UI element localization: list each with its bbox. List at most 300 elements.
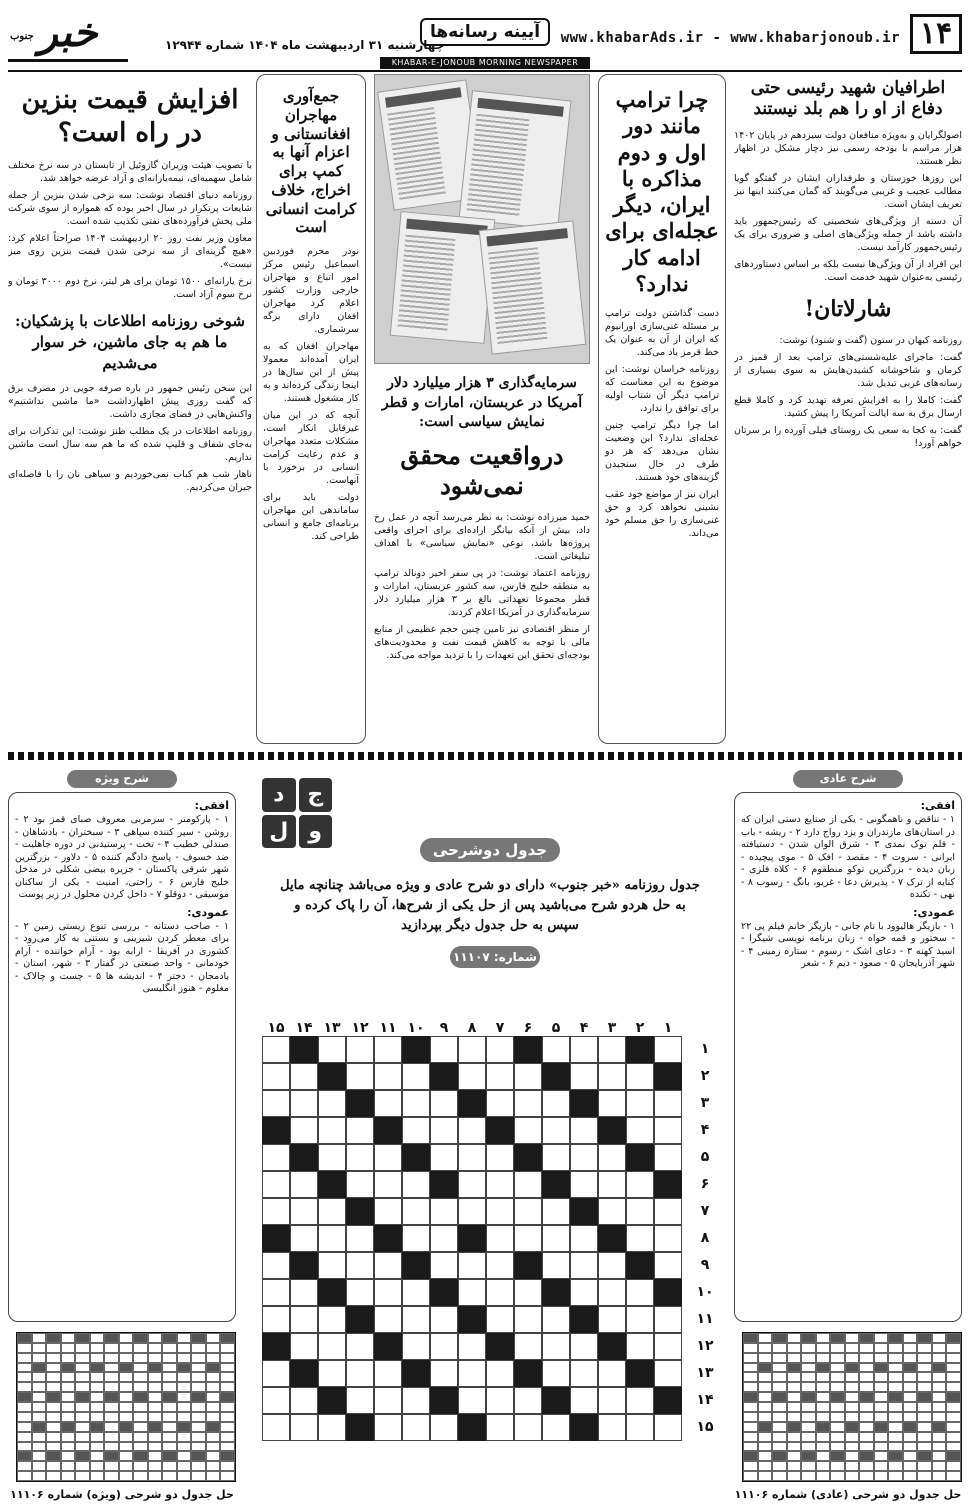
solution-cell — [162, 1363, 177, 1373]
solution-cell — [801, 1432, 816, 1442]
grid-cell[interactable] — [626, 1090, 654, 1117]
grid-cell[interactable] — [542, 1360, 570, 1387]
solution-cell — [119, 1392, 134, 1402]
grid-cell[interactable] — [430, 1144, 458, 1171]
solution-cell — [874, 1442, 889, 1452]
logo-letter: ج — [299, 778, 333, 812]
grid-cell[interactable] — [626, 1171, 654, 1198]
grid-cell[interactable] — [290, 1279, 318, 1306]
grid-cell[interactable] — [458, 1144, 486, 1171]
grid-cell[interactable] — [654, 1225, 682, 1252]
grid-cell[interactable] — [262, 1090, 290, 1117]
paragraph: نرخ یارانه‌ای ۱۵۰۰ تومان برای هر لیتر، نرخ دوم ۳۰۰۰ تومان و نرخ سوم آزاد است. — [8, 276, 252, 300]
grid-cell[interactable] — [374, 1063, 402, 1090]
grid-cell[interactable] — [598, 1387, 626, 1414]
grid-cell[interactable] — [486, 1387, 514, 1414]
grid-cell[interactable] — [458, 1198, 486, 1225]
solution-cell — [104, 1402, 119, 1412]
grid-cell[interactable] — [402, 1333, 430, 1360]
grid-cell[interactable] — [290, 1171, 318, 1198]
grid-cell-black — [402, 1360, 430, 1387]
solution-cell — [903, 1402, 918, 1412]
solution-cell — [177, 1363, 192, 1373]
grid-cell[interactable] — [570, 1063, 598, 1090]
column-number: ۶ — [523, 1020, 533, 1036]
solution-cell — [932, 1333, 947, 1343]
solution-cell — [177, 1442, 192, 1452]
grid-cell[interactable] — [346, 1171, 374, 1198]
solution-cell — [17, 1372, 32, 1382]
solution-cell — [932, 1392, 947, 1402]
grid-cell-black — [402, 1036, 430, 1063]
grid-cell[interactable] — [318, 1117, 346, 1144]
solution-cell — [845, 1412, 860, 1422]
solution-cell — [17, 1451, 32, 1461]
grid-cell[interactable] — [318, 1414, 346, 1441]
grid-cell[interactable] — [514, 1387, 542, 1414]
grid-cell[interactable] — [346, 1279, 374, 1306]
grid-cell[interactable] — [598, 1171, 626, 1198]
grid-cell[interactable] — [346, 1225, 374, 1252]
solution-cell — [177, 1392, 192, 1402]
grid-cell[interactable] — [346, 1333, 374, 1360]
grid-cell[interactable] — [598, 1306, 626, 1333]
grid-cell[interactable] — [570, 1360, 598, 1387]
grid-cell[interactable] — [318, 1360, 346, 1387]
solution-cell — [220, 1471, 235, 1481]
solution-cell — [61, 1353, 76, 1363]
grid-cell[interactable] — [374, 1198, 402, 1225]
solution-cell — [75, 1363, 90, 1373]
grid-cell[interactable] — [626, 1198, 654, 1225]
solution-cell — [772, 1422, 787, 1432]
solution-cell — [801, 1412, 816, 1422]
grid-cell[interactable] — [430, 1036, 458, 1063]
grid-cell[interactable] — [626, 1225, 654, 1252]
grid-cell[interactable] — [318, 1252, 346, 1279]
grid-cell[interactable] — [598, 1198, 626, 1225]
grid-cell[interactable] — [374, 1387, 402, 1414]
paragraph: گفت: کاملا را به افزایش تعرفه تهدید کرد و کاملا قطع ارسال برق به سه ایالت آمریکا را پیش کشید. — [734, 394, 962, 419]
grid-cell[interactable] — [402, 1198, 430, 1225]
grid-cell[interactable] — [430, 1225, 458, 1252]
grid-cell[interactable] — [626, 1387, 654, 1414]
grid-cell[interactable] — [346, 1063, 374, 1090]
solution-cell — [787, 1471, 802, 1481]
grid-cell[interactable] — [542, 1225, 570, 1252]
grid-cell[interactable] — [514, 1279, 542, 1306]
grid-cell[interactable] — [402, 1279, 430, 1306]
grid-cell[interactable] — [290, 1090, 318, 1117]
grid-cell[interactable] — [262, 1198, 290, 1225]
grid-cell[interactable] — [318, 1333, 346, 1360]
grid-cell[interactable] — [570, 1279, 598, 1306]
crossword-grid[interactable] — [262, 1036, 682, 1441]
grid-cell[interactable] — [514, 1117, 542, 1144]
solution-cell — [191, 1402, 206, 1412]
grid-cell[interactable] — [402, 1387, 430, 1414]
grid-cell[interactable] — [458, 1333, 486, 1360]
solution-cell — [816, 1372, 831, 1382]
grid-cell[interactable] — [514, 1171, 542, 1198]
solution-cell — [772, 1471, 787, 1481]
grid-cell[interactable] — [486, 1090, 514, 1117]
grid-cell[interactable] — [654, 1252, 682, 1279]
grid-cell[interactable] — [290, 1117, 318, 1144]
grid-cell[interactable] — [542, 1198, 570, 1225]
grid-cell[interactable] — [542, 1414, 570, 1441]
grid-cell[interactable] — [458, 1036, 486, 1063]
article-right — [734, 74, 962, 744]
grid-cell[interactable] — [542, 1333, 570, 1360]
solution-cell — [220, 1451, 235, 1461]
grid-cell[interactable] — [402, 1171, 430, 1198]
grid-cell[interactable] — [318, 1090, 346, 1117]
solution-cell — [162, 1412, 177, 1422]
solution-cell — [119, 1333, 134, 1343]
grid-cell[interactable] — [654, 1117, 682, 1144]
solution-cell — [816, 1471, 831, 1481]
grid-cell[interactable] — [430, 1306, 458, 1333]
grid-cell[interactable] — [486, 1198, 514, 1225]
grid-cell[interactable] — [402, 1117, 430, 1144]
solution-cell — [888, 1343, 903, 1353]
paragraph: گفت: ماجرای علیه‌شستی‌های ترامپ بعد از قمیز در کرمان و شاخوشانه کشیدن‌هایش به سوی بسیاری از رسانه‌های غربی تبدیل شد. — [734, 351, 962, 389]
solution-cell — [917, 1363, 932, 1373]
solution-caption-special: حل جدول دو شرحی (ویژه) شماره ۱۱۱۰۶ — [10, 1488, 234, 1501]
solution-cell — [133, 1353, 148, 1363]
grid-cell[interactable] — [542, 1144, 570, 1171]
grid-cell[interactable] — [402, 1090, 430, 1117]
grid-cell[interactable] — [570, 1333, 598, 1360]
solution-cell — [859, 1451, 874, 1461]
grid-cell[interactable] — [654, 1414, 682, 1441]
article-migrants — [256, 74, 366, 744]
solution-cell — [104, 1422, 119, 1432]
solution-cell — [104, 1382, 119, 1392]
headline-trump: چرا ترامپ مانند دور اول و دوم مذاکره با ایران، دیگر عجله‌ای برای ادامه کار ندارد؟ — [605, 87, 719, 296]
solution-cell — [17, 1422, 32, 1432]
grid-cell-black — [542, 1279, 570, 1306]
grid-cell[interactable] — [654, 1198, 682, 1225]
grid-cell[interactable] — [598, 1144, 626, 1171]
solution-cell — [90, 1382, 105, 1392]
solution-cell — [61, 1343, 76, 1353]
special-clues-column — [8, 770, 236, 1505]
solution-cell — [903, 1432, 918, 1442]
grid-cell[interactable] — [262, 1063, 290, 1090]
grid-cell[interactable] — [514, 1414, 542, 1441]
solution-cell — [946, 1343, 961, 1353]
grid-cell[interactable] — [654, 1333, 682, 1360]
grid-cell[interactable] — [486, 1279, 514, 1306]
grid-cell[interactable] — [514, 1090, 542, 1117]
grid-cell[interactable] — [290, 1333, 318, 1360]
grid-cell[interactable] — [346, 1387, 374, 1414]
solution-cell — [917, 1412, 932, 1422]
grid-cell[interactable] — [486, 1306, 514, 1333]
grid-cell[interactable] — [262, 1171, 290, 1198]
grid-cell[interactable] — [570, 1252, 598, 1279]
grid-cell[interactable] — [430, 1198, 458, 1225]
solution-cell — [888, 1402, 903, 1412]
grid-cell[interactable] — [654, 1144, 682, 1171]
grid-cell[interactable] — [626, 1306, 654, 1333]
grid-cell[interactable] — [626, 1333, 654, 1360]
grid-cell[interactable] — [290, 1063, 318, 1090]
grid-cell[interactable] — [458, 1171, 486, 1198]
grid-cell-black — [598, 1117, 626, 1144]
solution-cell — [932, 1442, 947, 1452]
solution-cell — [946, 1442, 961, 1452]
grid-cell[interactable] — [458, 1063, 486, 1090]
solution-cell — [206, 1372, 221, 1382]
grid-cell[interactable] — [430, 1117, 458, 1144]
puzzle-title: جدول دوشرحی — [420, 838, 560, 862]
grid-cell[interactable] — [570, 1036, 598, 1063]
grid-cell[interactable] — [346, 1117, 374, 1144]
grid-cell[interactable] — [654, 1360, 682, 1387]
grid-cell[interactable] — [570, 1171, 598, 1198]
solution-cell — [888, 1382, 903, 1392]
solution-cell — [104, 1412, 119, 1422]
grid-cell[interactable] — [346, 1144, 374, 1171]
solution-cell — [932, 1382, 947, 1392]
grid-cell[interactable] — [486, 1063, 514, 1090]
solution-cell — [917, 1461, 932, 1471]
grid-cell[interactable] — [290, 1225, 318, 1252]
grid-cell[interactable] — [318, 1036, 346, 1063]
solution-cell — [787, 1412, 802, 1422]
solution-cell — [845, 1402, 860, 1412]
grid-cell-black — [626, 1036, 654, 1063]
grid-cell[interactable] — [626, 1279, 654, 1306]
column-number: ۱۰ — [407, 1020, 425, 1036]
solution-cell — [874, 1363, 889, 1373]
solution-cell — [874, 1432, 889, 1442]
solution-cell — [17, 1343, 32, 1353]
grid-cell-black — [458, 1225, 486, 1252]
grid-cell[interactable] — [542, 1090, 570, 1117]
solution-cell — [903, 1412, 918, 1422]
grid-cell[interactable] — [458, 1279, 486, 1306]
grid-cell[interactable] — [570, 1144, 598, 1171]
grid-cell[interactable] — [514, 1063, 542, 1090]
grid-cell[interactable] — [262, 1144, 290, 1171]
headline-investment-small: سرمایه‌گذاری ۳ هزار میلیارد دلار آمریکا در عربستان، امارات و قطر نمایش سیاسی است: — [381, 375, 583, 431]
paragraph: مهاجران افغان که به ایران آمده‌اند معمولا پیش از این سال‌ها در اینجا زندگی کرده‌اند و به کار مشغول هستند. — [263, 341, 359, 404]
solution-cell — [61, 1442, 76, 1452]
badge-normal: شرح عادی — [793, 770, 903, 788]
solution-cell — [932, 1343, 947, 1353]
solution-cell — [177, 1461, 192, 1471]
solution-cell — [816, 1353, 831, 1363]
solution-cell — [787, 1402, 802, 1412]
grid-cell[interactable] — [374, 1360, 402, 1387]
across-title: افقی: — [920, 799, 955, 812]
grid-cell[interactable] — [486, 1225, 514, 1252]
grid-cell[interactable] — [318, 1144, 346, 1171]
solution-cell — [772, 1412, 787, 1422]
grid-cell[interactable] — [486, 1252, 514, 1279]
grid-cell[interactable] — [262, 1279, 290, 1306]
grid-cell[interactable] — [262, 1252, 290, 1279]
grid-cell-black — [514, 1252, 542, 1279]
grid-cell-black — [486, 1117, 514, 1144]
grid-cell[interactable] — [346, 1252, 374, 1279]
solution-cell — [46, 1442, 61, 1452]
grid-cell[interactable] — [486, 1144, 514, 1171]
solution-cell — [830, 1343, 845, 1353]
grid-cell[interactable] — [486, 1414, 514, 1441]
solution-cell — [32, 1372, 47, 1382]
grid-cell[interactable] — [626, 1414, 654, 1441]
grid-cell[interactable] — [598, 1414, 626, 1441]
grid-cell[interactable] — [598, 1036, 626, 1063]
grid-cell[interactable] — [570, 1387, 598, 1414]
grid-cell[interactable] — [374, 1036, 402, 1063]
grid-cell[interactable] — [318, 1225, 346, 1252]
grid-cell[interactable] — [374, 1279, 402, 1306]
grid-cell[interactable] — [598, 1063, 626, 1090]
grid-cell[interactable] — [486, 1036, 514, 1063]
grid-cell[interactable] — [598, 1090, 626, 1117]
grid-cell[interactable] — [458, 1252, 486, 1279]
grid-cell[interactable] — [262, 1360, 290, 1387]
grid-cell[interactable] — [346, 1036, 374, 1063]
grid-cell[interactable] — [262, 1036, 290, 1063]
solution-cell — [917, 1333, 932, 1343]
grid-cell[interactable] — [430, 1360, 458, 1387]
grid-cell[interactable] — [514, 1333, 542, 1360]
solution-cell — [119, 1343, 134, 1353]
row-number: ۷ — [700, 1203, 710, 1219]
grid-cell[interactable] — [290, 1387, 318, 1414]
grid-cell[interactable] — [402, 1225, 430, 1252]
solution-cell — [61, 1333, 76, 1343]
solution-cell — [830, 1402, 845, 1412]
solution-cell — [133, 1461, 148, 1471]
solution-cell — [830, 1382, 845, 1392]
grid-cell[interactable] — [486, 1171, 514, 1198]
grid-cell[interactable] — [290, 1414, 318, 1441]
solution-cell — [191, 1471, 206, 1481]
grid-cell[interactable] — [654, 1036, 682, 1063]
grid-cell[interactable] — [598, 1252, 626, 1279]
grid-cell[interactable] — [374, 1090, 402, 1117]
grid-cell[interactable] — [570, 1225, 598, 1252]
grid-cell[interactable] — [430, 1414, 458, 1441]
grid-cell[interactable] — [290, 1198, 318, 1225]
column-number: ۴ — [579, 1020, 589, 1036]
website-urls[interactable]: www.khabarAds.ir - www.khabarjonoub.ir — [560, 30, 900, 46]
puzzle-logo — [262, 778, 332, 848]
grid-cell[interactable] — [374, 1171, 402, 1198]
solution-cell — [845, 1333, 860, 1343]
grid-cell[interactable] — [486, 1360, 514, 1387]
grid-cell[interactable] — [262, 1387, 290, 1414]
solution-cell — [816, 1343, 831, 1353]
grid-cell[interactable] — [346, 1360, 374, 1387]
solution-cell — [787, 1363, 802, 1373]
solution-cell — [874, 1343, 889, 1353]
grid-cell[interactable] — [542, 1117, 570, 1144]
solution-cell — [845, 1363, 860, 1373]
solution-cell — [917, 1382, 932, 1392]
grid-cell-black — [374, 1333, 402, 1360]
grid-cell[interactable] — [626, 1117, 654, 1144]
paragraph: دولت باید برای ساماندهی این مهاجران برنامه‌ای جامع و انسانی طراحی کند. — [263, 492, 359, 542]
grid-cell[interactable] — [374, 1144, 402, 1171]
grid-cell[interactable] — [318, 1306, 346, 1333]
grid-cell[interactable] — [374, 1306, 402, 1333]
solution-cell — [75, 1372, 90, 1382]
grid-cell[interactable] — [458, 1117, 486, 1144]
grid-cell[interactable] — [654, 1090, 682, 1117]
grid-cell[interactable] — [318, 1198, 346, 1225]
grid-cell[interactable] — [402, 1306, 430, 1333]
solution-cell — [772, 1353, 787, 1363]
grid-cell[interactable] — [514, 1306, 542, 1333]
solution-cell — [119, 1461, 134, 1471]
solution-cell — [191, 1432, 206, 1442]
grid-cell[interactable] — [570, 1117, 598, 1144]
solution-cell — [61, 1471, 76, 1481]
solution-cell — [220, 1461, 235, 1471]
solution-cell — [830, 1432, 845, 1442]
grid-cell[interactable] — [374, 1414, 402, 1441]
solution-cell — [874, 1382, 889, 1392]
grid-cell[interactable] — [430, 1090, 458, 1117]
paragraph: اما چرا دیگر ترامپ چنین عجله‌ای ندارد؟ این وضعیت نشان می‌دهد که هر دو طرف در حال سنجیدن گزینه‌های خود هستند. — [605, 420, 719, 483]
solution-cell — [743, 1471, 758, 1481]
grid-cell[interactable] — [402, 1063, 430, 1090]
grid-cell[interactable] — [598, 1279, 626, 1306]
grid-cell[interactable] — [654, 1306, 682, 1333]
grid-cell[interactable] — [598, 1360, 626, 1387]
solution-cell — [946, 1402, 961, 1412]
solution-cell — [888, 1372, 903, 1382]
grid-cell[interactable] — [542, 1306, 570, 1333]
grid-cell[interactable] — [514, 1198, 542, 1225]
grid-cell-black — [458, 1414, 486, 1441]
grid-cell[interactable] — [402, 1414, 430, 1441]
grid-cell[interactable] — [262, 1414, 290, 1441]
grid-cell[interactable] — [458, 1360, 486, 1387]
grid-cell[interactable] — [542, 1252, 570, 1279]
grid-cell[interactable] — [290, 1306, 318, 1333]
solution-cell — [220, 1402, 235, 1412]
solution-cell — [148, 1442, 163, 1452]
masthead-bar: KHABAR-E-JONOUB MORNING NEWSPAPER — [380, 57, 590, 69]
solution-cell — [917, 1372, 932, 1382]
grid-cell[interactable] — [542, 1036, 570, 1063]
grid-cell[interactable] — [430, 1252, 458, 1279]
solution-cell — [917, 1402, 932, 1412]
solution-cell — [61, 1372, 76, 1382]
solution-cell — [787, 1461, 802, 1471]
grid-cell[interactable] — [374, 1252, 402, 1279]
solution-cell — [932, 1353, 947, 1363]
solution-cell — [859, 1333, 874, 1343]
grid-cell[interactable] — [262, 1306, 290, 1333]
grid-cell[interactable] — [430, 1333, 458, 1360]
grid-cell[interactable] — [626, 1063, 654, 1090]
solution-cell — [801, 1471, 816, 1481]
grid-cell[interactable] — [458, 1387, 486, 1414]
solution-cell — [743, 1392, 758, 1402]
grid-cell[interactable] — [514, 1225, 542, 1252]
